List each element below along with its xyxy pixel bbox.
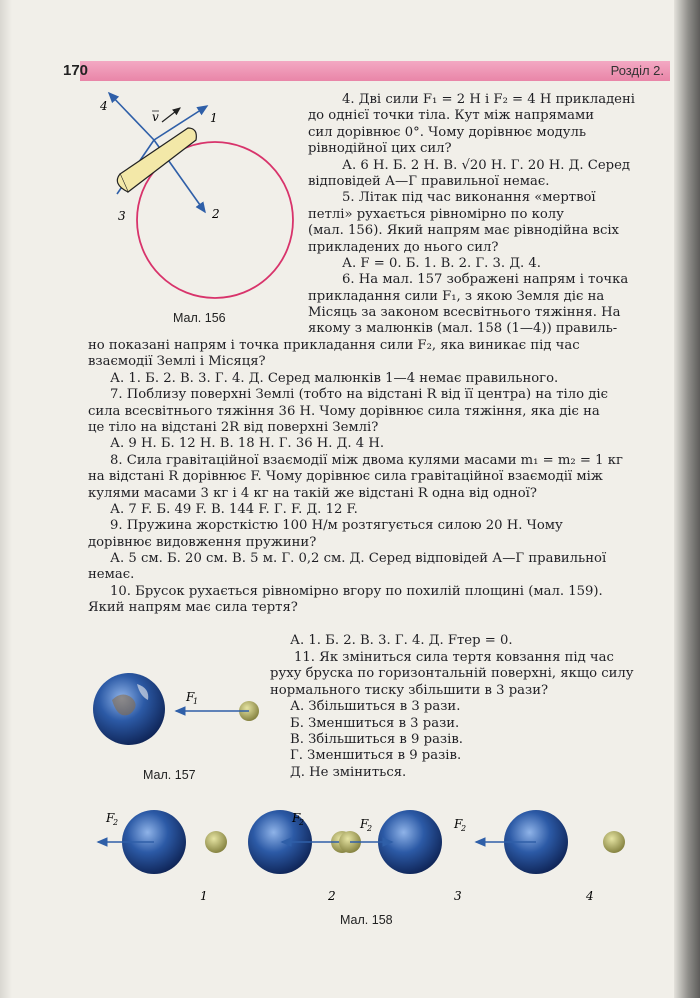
questions-4-6: 4. Дві сили F₁ = 2 Н і F₂ = 4 Н прикладені до однієї точки тіла. Кут між напрямами сил дорівнює 0°. Чому дорівнює модуль рівнодійної цих сил? А. 6 Н. Б. 2 Н. В. √20 Н. Г. 20 Н. Д. Серед відповідей А—Г правильної немає. 5. Літак під час виконання «мертвої петлі» рухається рівномірно по колу (мал. 156). Який напрям має рівнодійна всіх прикладених до нього сил? А. F = 0. Б. 1. В. 2. Г. 3. Д. 4. 6. На мал. 157 зображені напрям і точка прикладання сили F₁, з якою Земля діє на Місяць за законом всесвітнього тяжіння. На якому з малюнків (мал. 158 (1—4)) правиль- (308, 92, 635, 337)
panel-label-4: 4 (586, 889, 594, 903)
force-f1-label: F (186, 690, 195, 704)
arrow-4 (109, 93, 154, 140)
question-11: 11. Як зміниться сила тертя ковзання під час руху бруска по горизонтальній поверхні, якщо силу нормального тиску збільшити в 3 рази? А. Збільшиться в 3 рази. Б. Зменшиться в 3 рази. В. Збільшиться в 9 разів. Г. Зменшиться в 9 разів. Д. Не зміниться. (270, 650, 634, 780)
svg-text:F: F (106, 811, 115, 825)
caption-158: Мал. 158 (340, 913, 393, 927)
figure-158 (92, 800, 652, 910)
svg-text:F: F (454, 817, 463, 831)
figure-156 (92, 88, 322, 308)
svg-text:2: 2 (461, 824, 467, 833)
page-edge (674, 0, 700, 998)
questions-6-10: но показані напрям і точка прикладання сили F₂, яка виникає під час взаємодії Землі і Місяця? А. 1. Б. 2. В. 3. Г. 4. Д. Серед малюнків 1—4 немає правильного. 7. Поблизу поверхні Землі (тобто на відстані R від її центра) на тіло діє сила всесвітнього тяжіння 36 Н. Чому дорівнює сила тяжіння, яка діє на це тіло на відстані 2R від поверхні Землі? А. 9 Н. Б. 12 Н. В. 18 Н. Г. 36 Н. Д. 4 Н. 8. Сила гравітаційної взаємодії між двома кулями масами m₁ = m₂ = 1 кг на відстані R дорівнює F. Чому дорівнює сила гравітаційної взаємодії між кулями масами 3 кг і 4 кг на такій же відстані R одна від одної? А. 7 F. Б. 49 F. В. 144 F. Г. F. Д. 12 F. 9. Пружина жорсткістю 100 Н/м розтягується силою 20 Н. Чому дорівнює видовження пружини? А. 5 см. Б. 20 см. В. 5 м. Г. 0,2 см. Д. Серед відповідей А—Г правильної немає. 10. Брусок рухається рівномірно вгору по похилій площині (мал. 159). Який напрям має сила тертя? (88, 338, 623, 616)
q10-answers: А. 1. Б. 2. В. 3. Г. 4. Д. Fтер = 0. (290, 633, 513, 648)
panel-label-1: 1 (200, 889, 208, 903)
force-f1-sub: 1 (193, 697, 199, 706)
svg-text:2: 2 (113, 818, 119, 827)
page-number: 170 (63, 62, 89, 79)
figure-157 (92, 670, 272, 760)
svg-text:2: 2 (367, 824, 373, 833)
panel-2 (248, 810, 353, 903)
label-2: 2 (212, 207, 220, 221)
label-1: 1 (210, 111, 218, 125)
panel-3 (339, 810, 462, 903)
panel-1 (98, 810, 227, 903)
svg-text:F: F (292, 811, 301, 825)
panel-label-3: 3 (454, 889, 462, 903)
caption-157: Мал. 157 (143, 768, 196, 782)
label-3: 3 (118, 209, 126, 223)
panel-4 (453, 810, 625, 903)
header-band (28, 61, 670, 81)
panel-label-2: 2 (328, 889, 336, 903)
svg-text:2: 2 (299, 818, 305, 827)
velocity-arrow (162, 108, 180, 122)
chapter-label: Розділ 2. (610, 63, 664, 78)
velocity-label: v (152, 110, 159, 124)
caption-156: Мал. 156 (173, 311, 226, 325)
page-shadow (0, 0, 12, 998)
label-4: 4 (100, 99, 108, 113)
svg-text:F: F (360, 817, 369, 831)
